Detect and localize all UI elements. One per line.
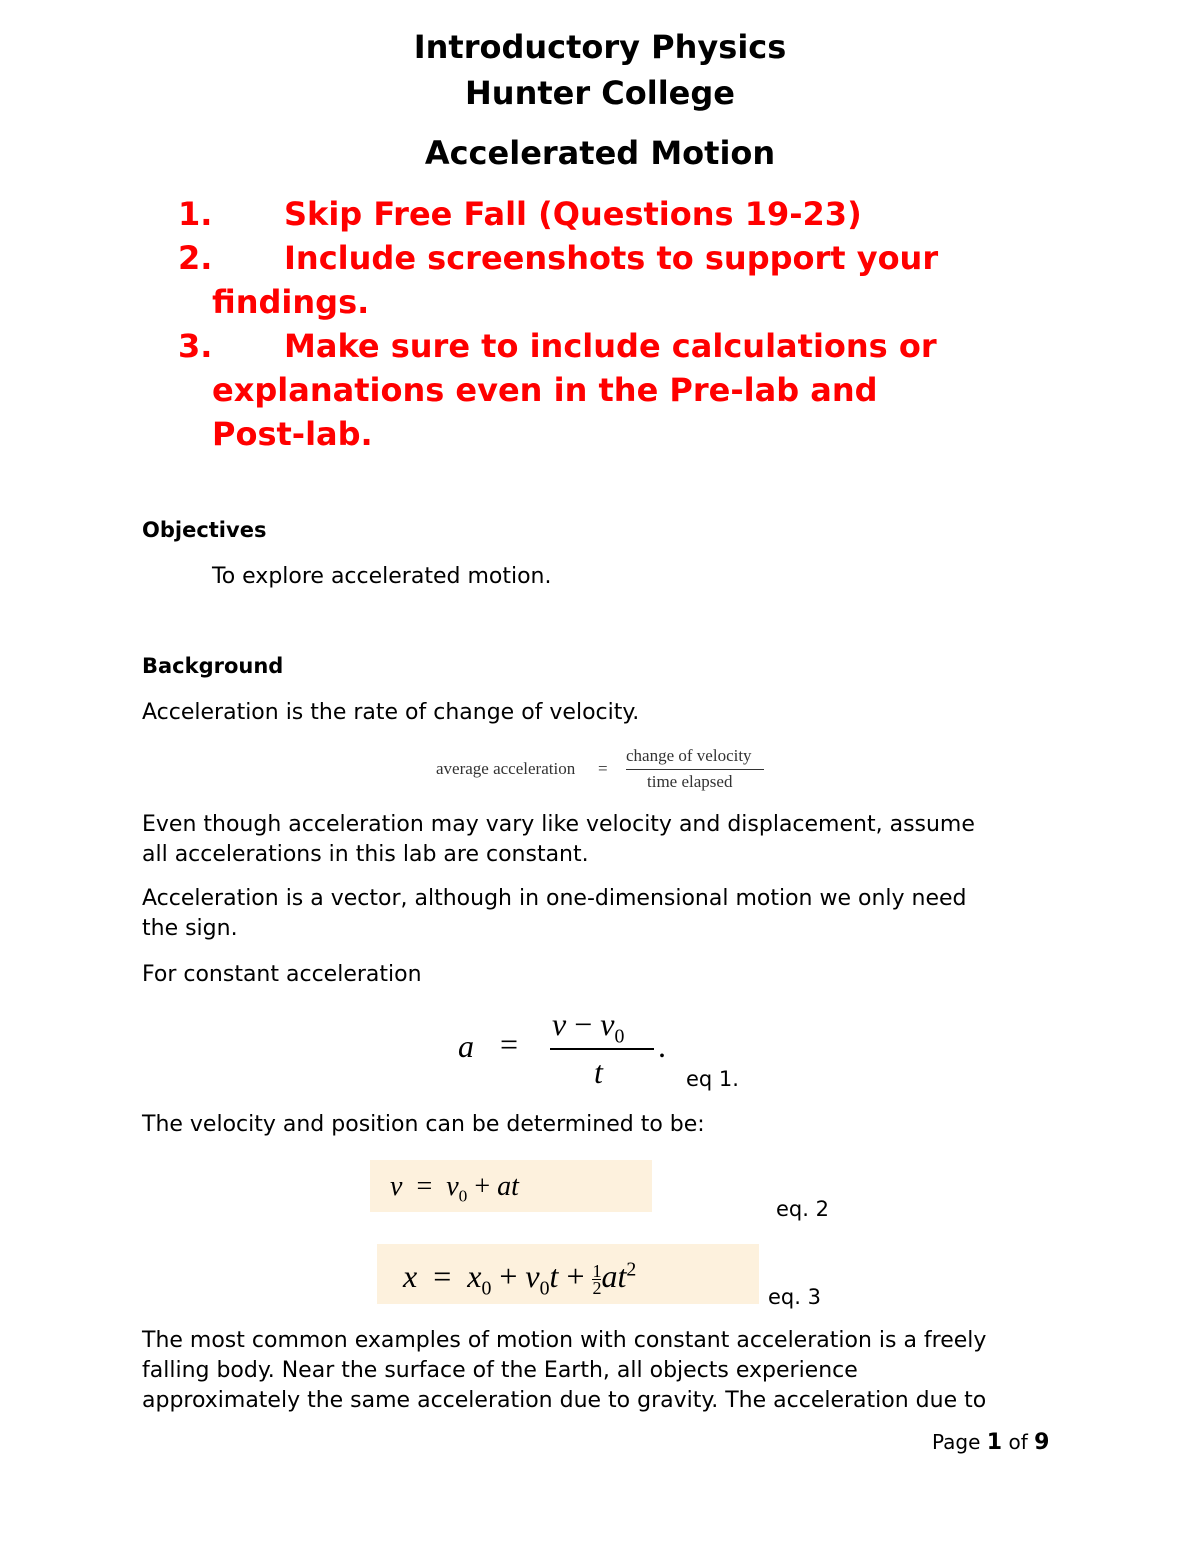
instruction-text-cont: findings. bbox=[212, 283, 370, 321]
paragraph-line: falling body. Near the surface of the Earth, all objects experience bbox=[142, 1358, 858, 1383]
eq2-expression: $v = v_0$ + at bbox=[390, 1171, 519, 1206]
lab-title: Accelerated Motion bbox=[424, 134, 776, 172]
instruction-item-2 bbox=[178, 236, 1078, 324]
page-current: 1 bbox=[986, 1430, 1003, 1455]
background-paragraph-4: For constant acceleration bbox=[142, 962, 422, 987]
background-paragraph-3 bbox=[142, 884, 967, 944]
equation-3 bbox=[377, 1244, 759, 1304]
formula-numerator: change of velocity bbox=[626, 746, 752, 765]
paragraph-line: Even though acceleration may vary like velocity and displacement, assume bbox=[142, 812, 975, 837]
equation-2 bbox=[370, 1160, 652, 1212]
paragraph-line: Acceleration is a vector, although in one-dimensional motion we only need bbox=[142, 886, 967, 911]
background-heading: Background bbox=[142, 654, 284, 678]
eq3-expression: $x = x_0 + v_0t$ + $\frac{1}{2}$ $at^2$ bbox=[403, 1258, 637, 1300]
formula-fraction-bar bbox=[626, 769, 764, 770]
background-paragraph-6 bbox=[142, 1326, 986, 1416]
eq1-fraction-bar bbox=[550, 1048, 654, 1050]
paragraph-line: The most common examples of motion with constant acceleration is a freely bbox=[142, 1328, 987, 1353]
formula-equals: = bbox=[598, 759, 608, 778]
equation-1 bbox=[450, 1004, 680, 1094]
equation-1-label: eq 1. bbox=[686, 1067, 739, 1091]
institution-name: Hunter College bbox=[465, 74, 735, 112]
equation-2-label: eq. 2 bbox=[776, 1197, 829, 1221]
formula-lhs: average acceleration bbox=[436, 759, 576, 778]
eq1-denominator: t bbox=[594, 1054, 603, 1090]
page-word: Page bbox=[932, 1430, 981, 1454]
instruction-text: Include screenshots to support your bbox=[284, 239, 939, 277]
eq1-equals: = bbox=[500, 1026, 519, 1062]
instruction-text-cont: Post-lab. bbox=[212, 415, 373, 453]
instruction-text-cont: explanations even in the Pre-lab and bbox=[212, 371, 878, 409]
instruction-text: Skip Free Fall (Questions 19-23) bbox=[284, 195, 862, 233]
objectives-text: To explore accelerated motion. bbox=[212, 564, 552, 589]
instruction-text: Make sure to include calculations or bbox=[284, 327, 937, 365]
paragraph-line: all accelerations in this lab are constant. bbox=[142, 842, 589, 867]
eq1-numerator: $v - v_0$ bbox=[552, 1006, 625, 1048]
eq1-symbol-a: a bbox=[458, 1028, 474, 1064]
objectives-heading: Objectives bbox=[142, 518, 267, 542]
paragraph-line: approximately the same acceleration due to gravity. The acceleration due to bbox=[142, 1388, 987, 1413]
of-word: of bbox=[1008, 1430, 1028, 1454]
instruction-item-3 bbox=[178, 324, 1078, 456]
eq1-period: . bbox=[658, 1028, 666, 1064]
formula-denominator: time elapsed bbox=[647, 772, 733, 791]
instruction-number: 3. bbox=[178, 327, 213, 365]
document-title: Introductory Physics bbox=[413, 28, 787, 66]
background-paragraph-2 bbox=[142, 810, 975, 870]
paragraph-line: the sign. bbox=[142, 916, 238, 941]
background-paragraph-5: The velocity and position can be determined to be: bbox=[142, 1112, 705, 1137]
instruction-number: 1. bbox=[178, 195, 213, 233]
average-acceleration-formula bbox=[436, 744, 776, 796]
page-total: 9 bbox=[1034, 1430, 1050, 1455]
background-paragraph-1: Acceleration is the rate of change of velocity. bbox=[142, 700, 640, 725]
equation-3-label: eq. 3 bbox=[768, 1285, 821, 1309]
instruction-number: 2. bbox=[178, 239, 213, 277]
page-number bbox=[932, 1430, 1049, 1455]
